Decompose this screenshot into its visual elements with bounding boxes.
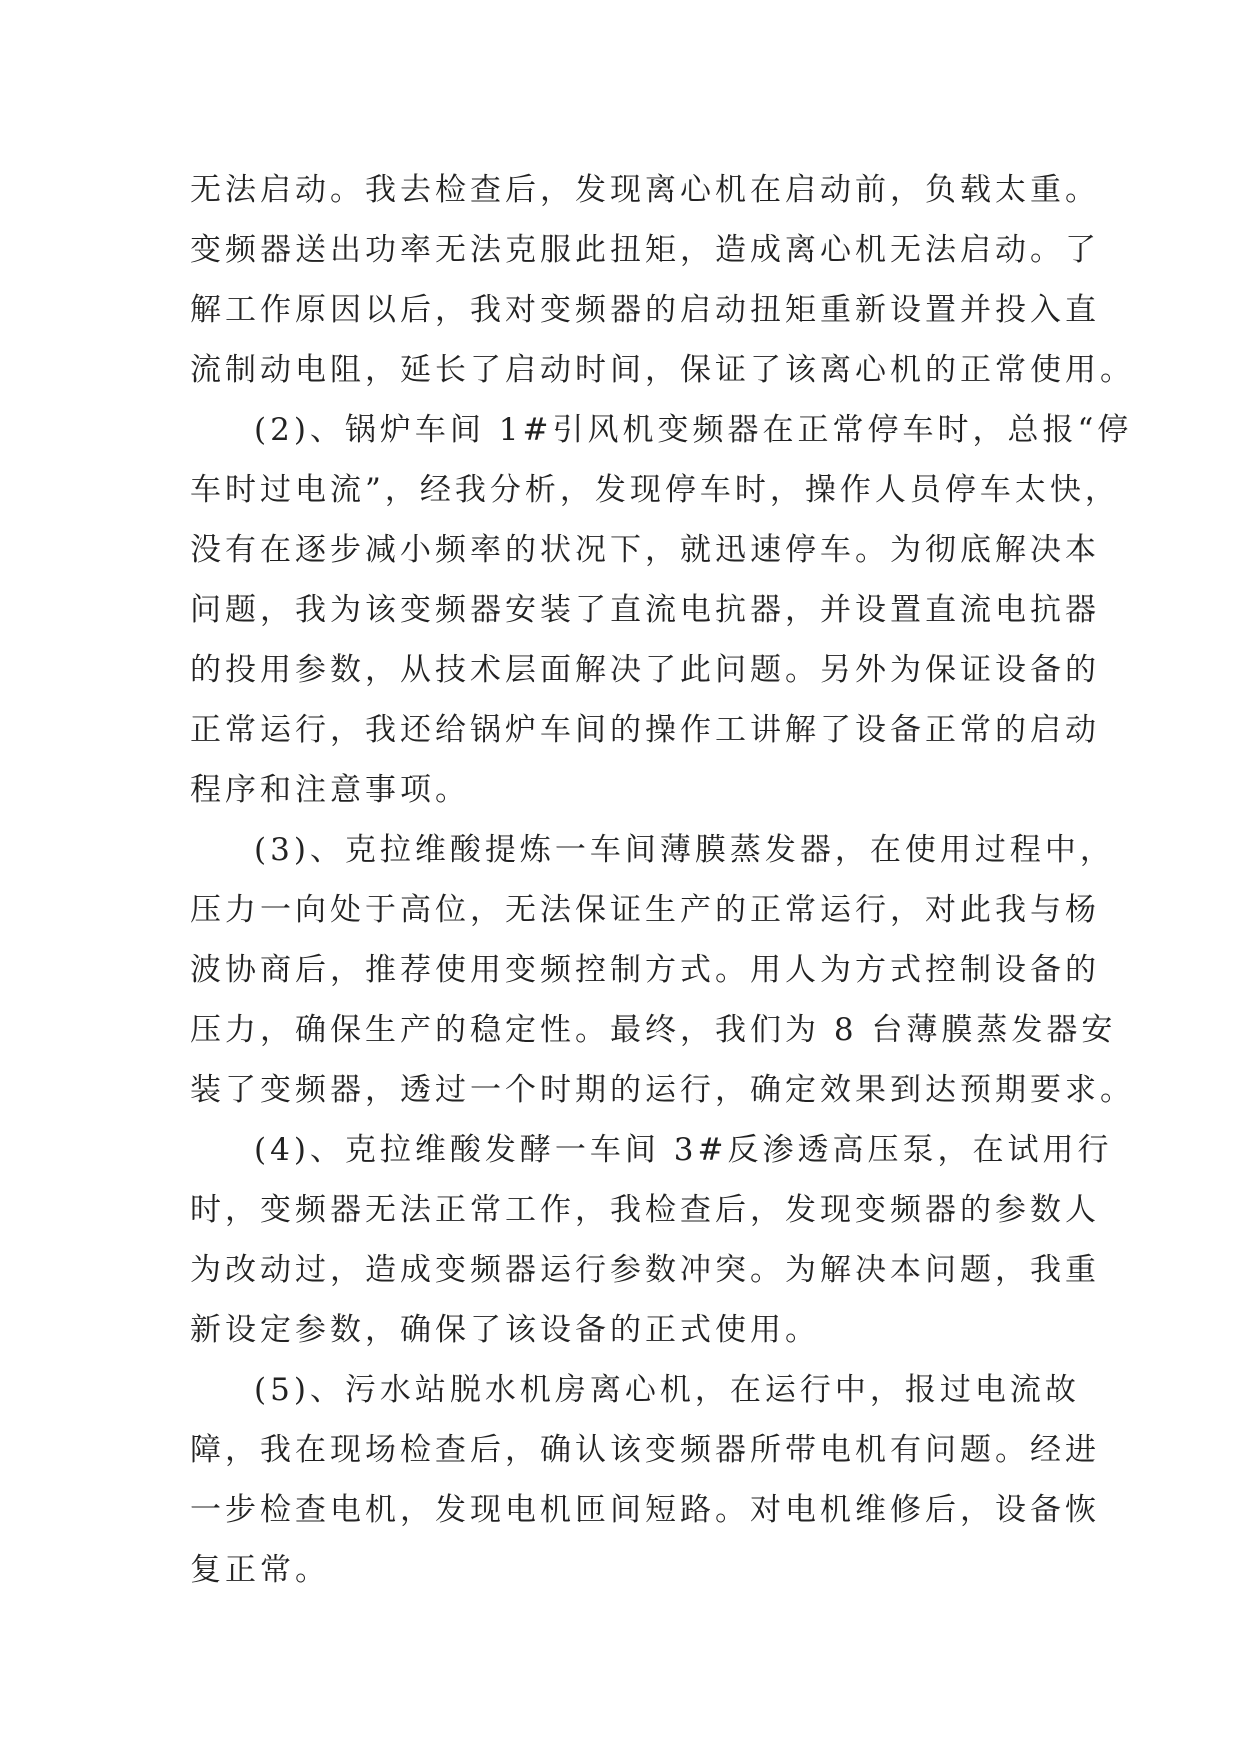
text-line: 新设定参数，确保了该设备的正式使用。 — [190, 1312, 820, 1348]
text-line: 压力，确保生产的稳定性。最终，我们为 8 台薄膜蒸发器安 — [190, 1012, 1117, 1048]
paragraph-4 — [190, 1120, 1113, 1360]
text-line: 压力一向处于高位，无法保证生产的正常运行，对此我与杨 — [190, 892, 1100, 928]
text-line: (4)、克拉维酸发酵一车间 3#反渗透高压泵，在试用行 — [254, 1132, 1113, 1168]
text-line: 障，我在现场检查后，确认该变频器所带电机有问题。经进 — [190, 1432, 1100, 1468]
text-line: 问题，我为该变频器安装了直流电抗器，并设置直流电抗器 — [190, 592, 1100, 628]
text-line: 复正常。 — [190, 1552, 330, 1588]
text-line: (2)、锅炉车间 1#引风机变频器在正常停车时，总报“停 — [254, 412, 1133, 448]
text-line: 正常运行，我还给锅炉车间的操作工讲解了设备正常的启动 — [190, 712, 1100, 748]
text-line: 一步检查电机，发现电机匝间短路。对电机维修后，设备恢 — [190, 1492, 1100, 1528]
text-line: 变频器送出功率无法克服此扭矩，造成离心机无法启动。了 — [190, 232, 1100, 268]
document-body — [190, 160, 1135, 1600]
text-line: 时，变频器无法正常工作，我检查后，发现变频器的参数人 — [190, 1192, 1100, 1228]
paragraph-2 — [190, 400, 1133, 820]
text-line: 波协商后，推荐使用变频控制方式。用人为方式控制设备的 — [190, 952, 1100, 988]
text-line: 程序和注意事项。 — [190, 772, 470, 808]
text-line: 为改动过，造成变频器运行参数冲突。为解决本问题，我重 — [190, 1252, 1100, 1288]
text-line: (3)、克拉维酸提炼一车间薄膜蒸发器，在使用过程中， — [254, 832, 1115, 868]
paragraph-3 — [190, 820, 1135, 1120]
text-line: 解工作原因以后，我对变频器的启动扭矩重新设置并投入直 — [190, 292, 1100, 328]
text-line: 无法启动。我去检查后，发现离心机在启动前，负载太重。 — [190, 172, 1100, 208]
paragraph-1 — [190, 160, 1135, 400]
text-line: 车时过电流”，经我分析，发现停车时，操作人员停车太快， — [190, 472, 1120, 508]
text-line: 流制动电阻，延长了启动时间，保证了该离心机的正常使用。 — [190, 352, 1135, 388]
text-line: 没有在逐步减小频率的状况下，就迅速停车。为彻底解决本 — [190, 532, 1100, 568]
text-line: 装了变频器，透过一个时期的运行，确定效果到达预期要求。 — [190, 1072, 1135, 1108]
paragraph-5 — [190, 1360, 1100, 1600]
text-line: 的投用参数，从技术层面解决了此问题。另外为保证设备的 — [190, 652, 1100, 688]
text-line: (5)、污水站脱水机房离心机，在运行中，报过电流故 — [254, 1372, 1080, 1408]
